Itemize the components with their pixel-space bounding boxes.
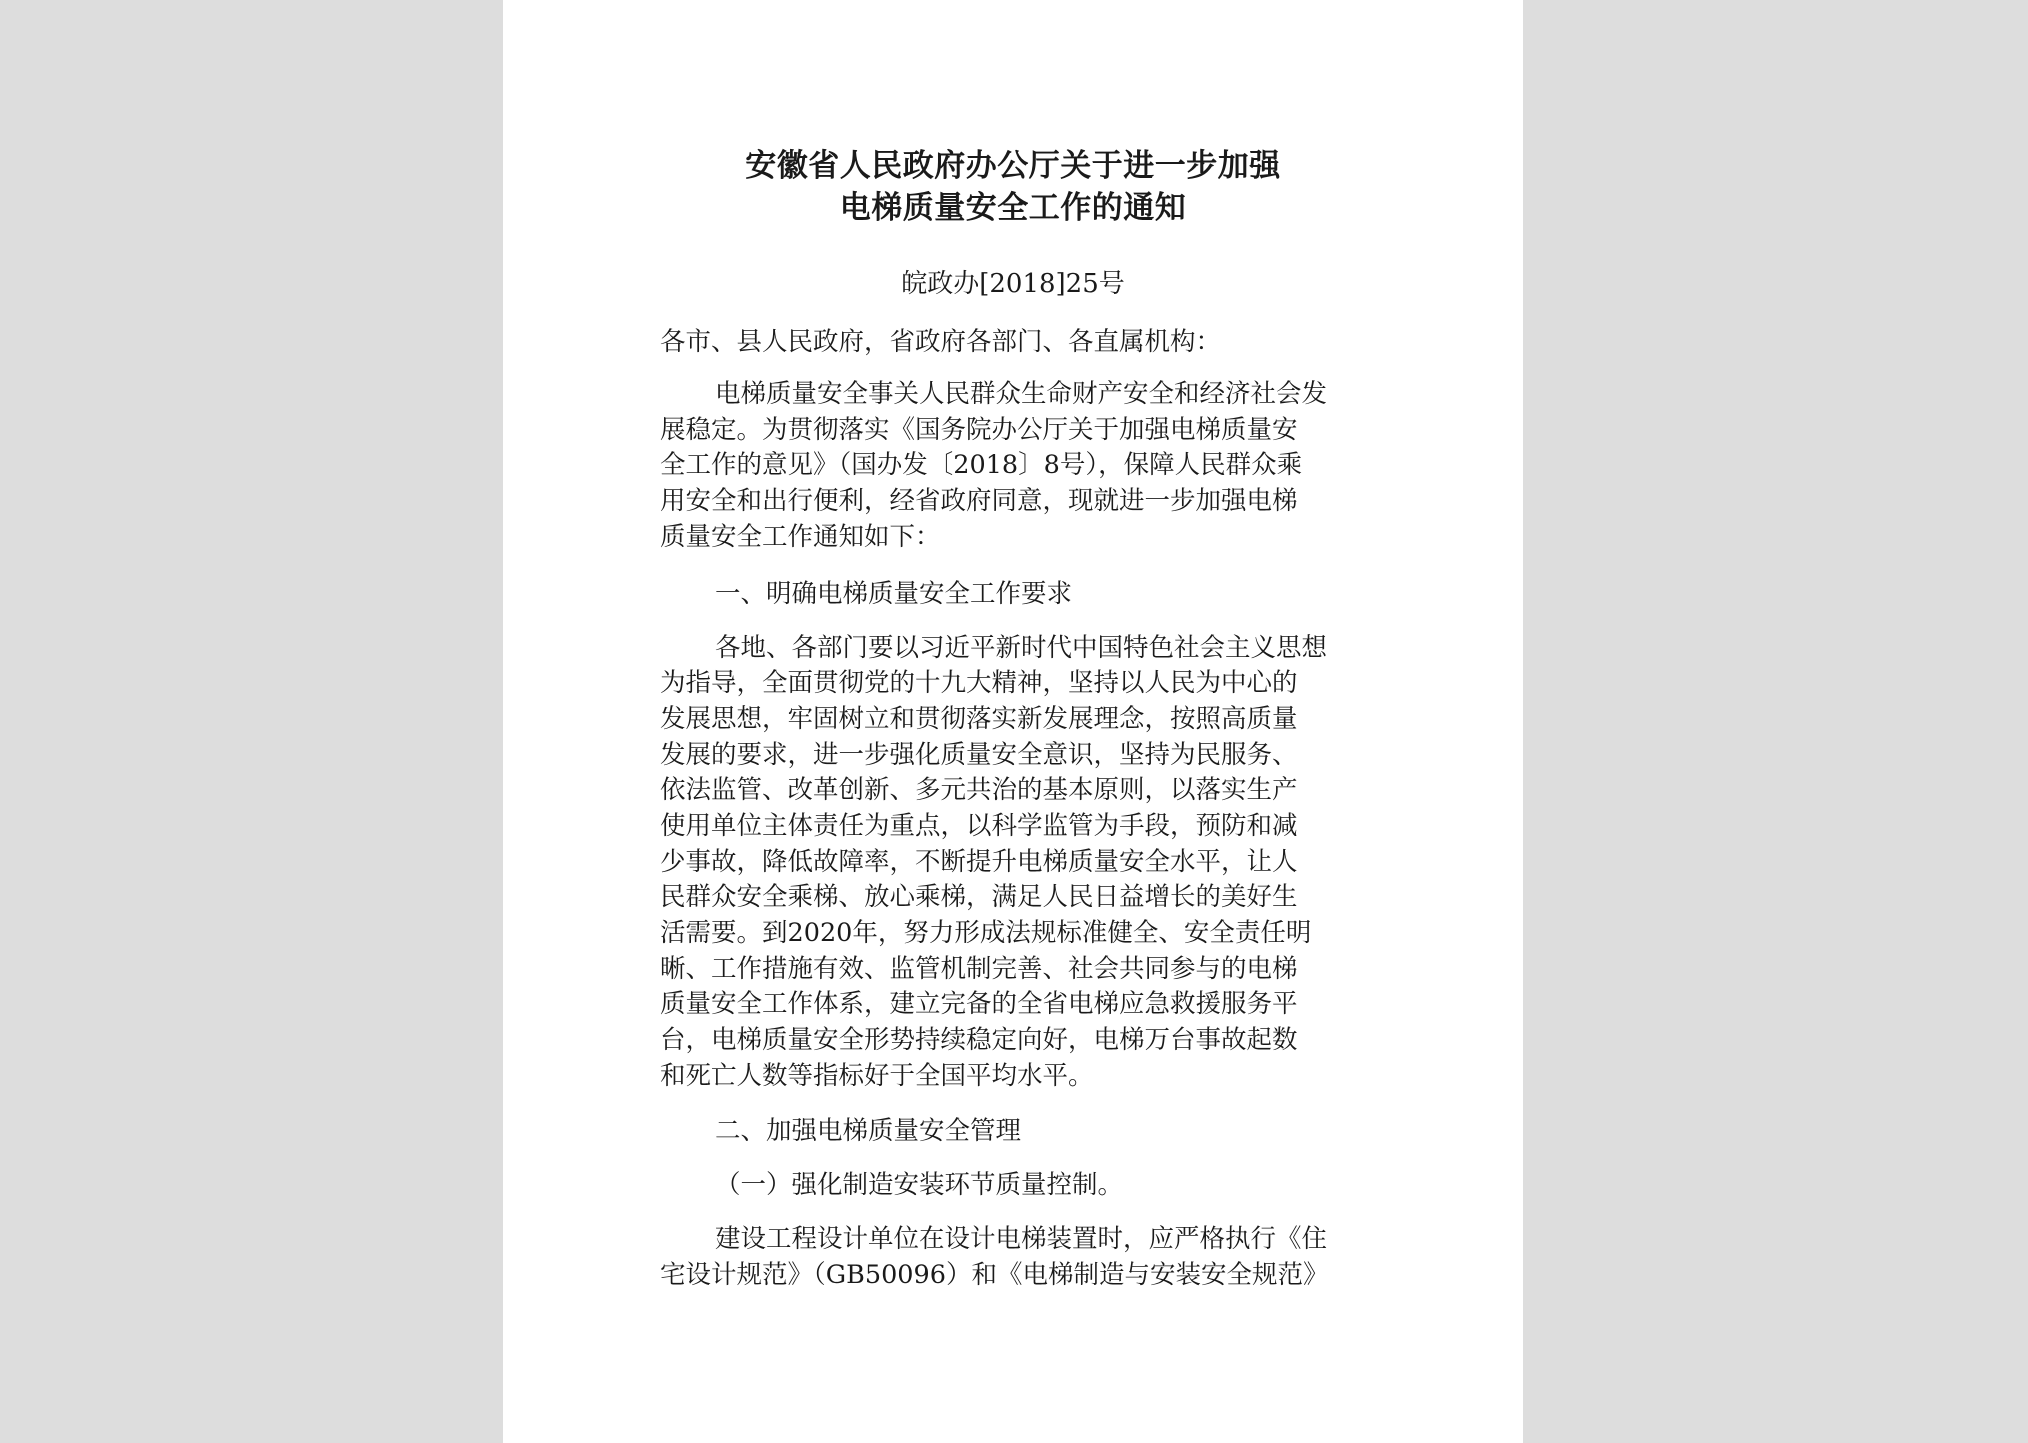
body-line: 依法监管、改革创新、多元共治的基本原则，以落实生产 (660, 775, 1298, 805)
section-heading-1: 一、明确电梯质量安全工作要求 (715, 579, 1073, 609)
body-line: 用安全和出行便利，经省政府同意，现就进一步加强电梯 (660, 486, 1298, 516)
body-line: 质量安全工作通知如下： (660, 522, 941, 552)
subsection-heading-1: （一）强化制造安装环节质量控制。 (715, 1170, 1124, 1200)
body-line: 晰、工作措施有效、监管机制完善、社会共同参与的电梯 (660, 954, 1298, 984)
body-line: 宅设计规范》（GB50096）和《电梯制造与安装安全规范》 (660, 1260, 1329, 1290)
body-line: 和死亡人数等指标好于全国平均水平。 (660, 1061, 1094, 1091)
document-page (503, 0, 1523, 1443)
body-line: 民群众安全乘梯、放心乘梯，满足人民日益增长的美好生 (660, 882, 1298, 912)
body-line: 质量安全工作体系，建立完备的全省电梯应急救援服务平 (660, 989, 1298, 1019)
body-line: 建设工程设计单位在设计电梯装置时，应严格执行《住 (715, 1224, 1328, 1254)
body-line: 展稳定。为贯彻落实《国务院办公厅关于加强电梯质量安 (660, 415, 1298, 445)
salutation: 各市、县人民政府，省政府各部门、各直属机构： (660, 327, 1222, 357)
body-line: 发展的要求，进一步强化质量安全意识，坚持为民服务、 (660, 740, 1298, 770)
document-title-line-1: 安徽省人民政府办公厅关于进一步加强 (745, 148, 1281, 184)
body-line: 为指导，全面贯彻党的十九大精神，坚持以人民为中心的 (660, 668, 1298, 698)
section-heading-2: 二、加强电梯质量安全管理 (715, 1116, 1022, 1146)
body-line: 各地、各部门要以习近平新时代中国特色社会主义思想 (715, 633, 1328, 663)
body-line: 发展思想，牢固树立和贯彻落实新发展理念，按照高质量 (660, 704, 1298, 734)
body-line: 台，电梯质量安全形势持续稳定向好，电梯万台事故起数 (660, 1025, 1298, 1055)
body-line: 少事故，降低故障率，不断提升电梯质量安全水平，让人 (660, 847, 1298, 877)
body-line: 活需要。到2020年，努力形成法规标准健全、安全责任明 (660, 918, 1312, 948)
body-line: 电梯质量安全事关人民群众生命财产安全和经济社会发 (715, 379, 1328, 409)
body-line: 使用单位主体责任为重点，以科学监管为手段，预防和减 (660, 811, 1298, 841)
document-number: 皖政办[2018]25号 (901, 269, 1125, 299)
body-line: 全工作的意见》（国办发〔2018〕8号），保障人民群众乘 (660, 450, 1303, 480)
document-title-line-2: 电梯质量安全工作的通知 (839, 190, 1187, 226)
